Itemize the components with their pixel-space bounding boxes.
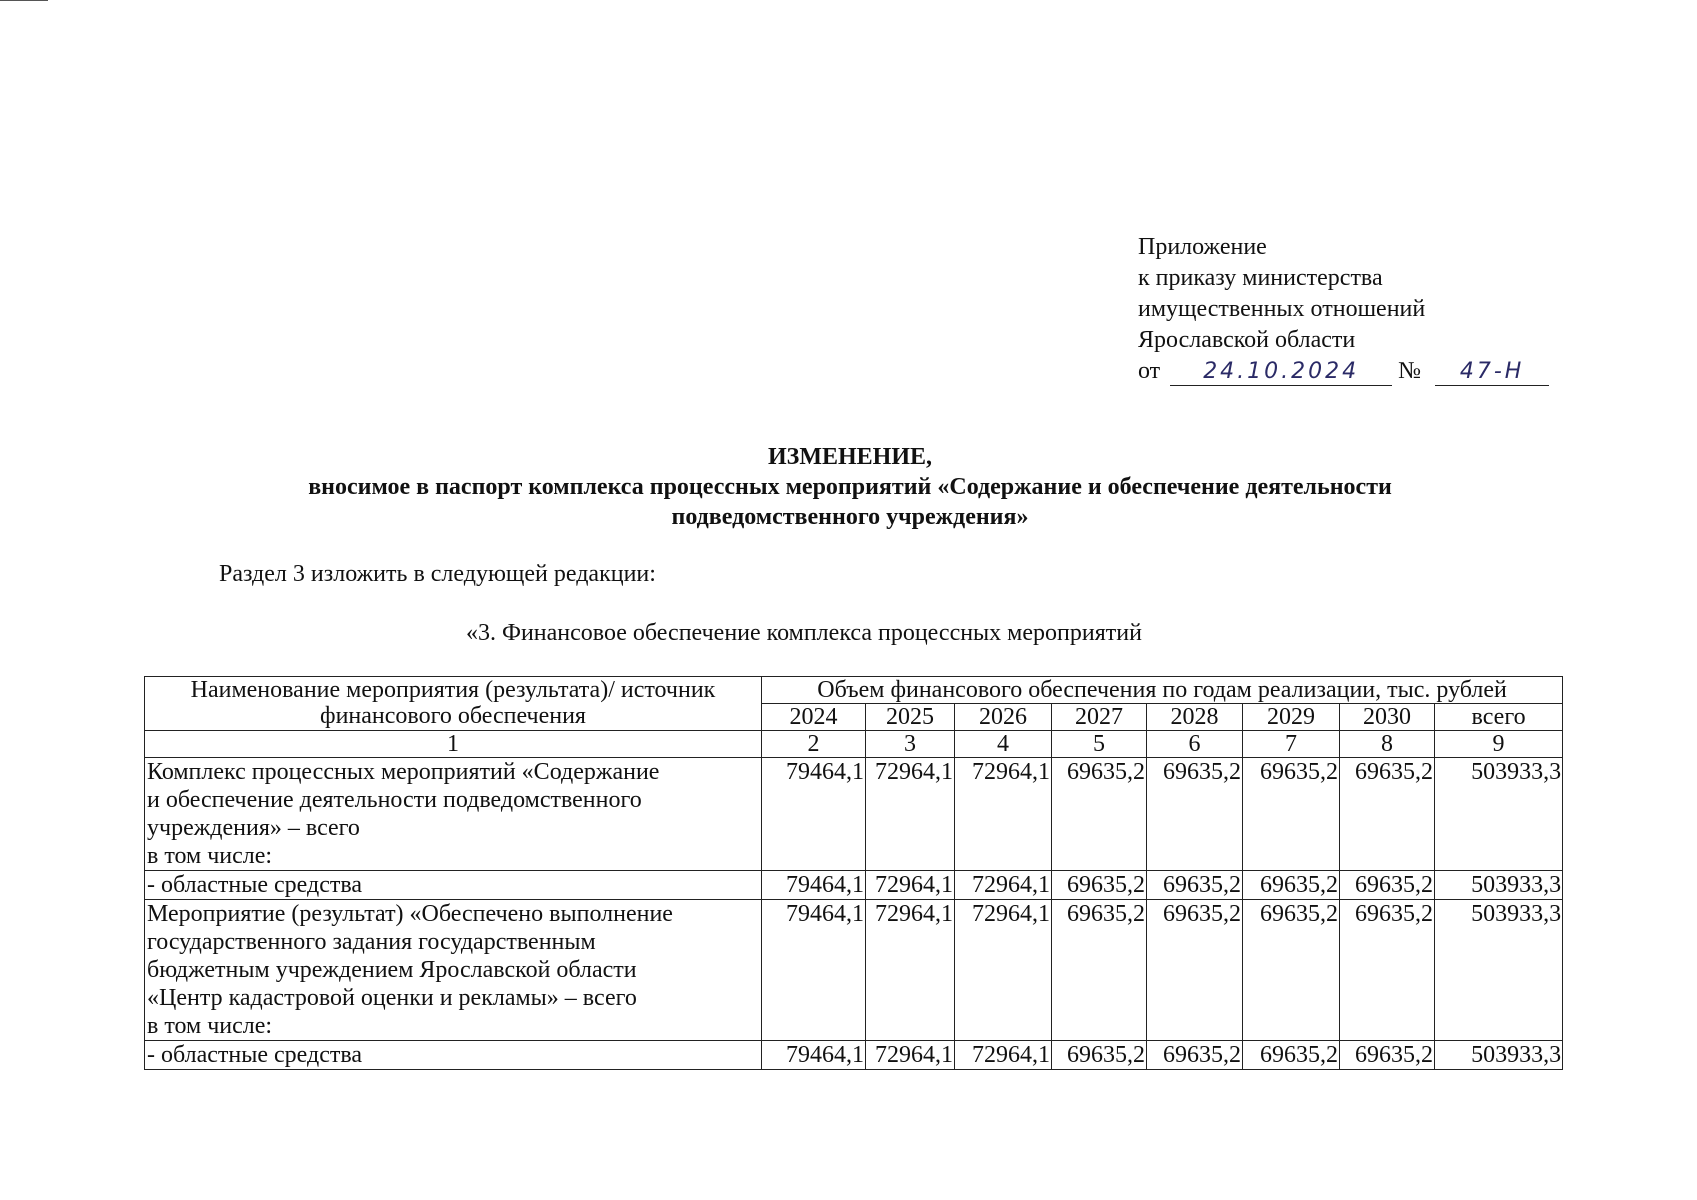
document-title <box>230 442 1470 532</box>
value-cell: 72964,1 <box>955 1041 1052 1070</box>
value-cell: 69635,2 <box>1340 871 1435 900</box>
appendix-block <box>1138 232 1549 387</box>
year-header: 2024 <box>762 704 866 731</box>
row-name-line: в том числе: <box>147 1013 273 1039</box>
value-cell: 72964,1 <box>866 1041 955 1070</box>
row-name <box>145 871 762 900</box>
column-number: 7 <box>1243 731 1340 758</box>
value-cell: 69635,2 <box>1243 871 1340 900</box>
row-name-line: Мероприятие (результат) «Обеспечено выполнение <box>147 901 673 927</box>
row-name-line: - областные средства <box>147 1042 363 1068</box>
scan-edge-mark <box>0 0 48 1</box>
table-header-name: Наименование мероприятия (результата)/ источник финансового обеспечения <box>145 677 762 731</box>
row-name <box>145 758 762 871</box>
value-cell: 69635,2 <box>1052 1041 1147 1070</box>
year-header: 2030 <box>1340 704 1435 731</box>
row-name-line: учреждения» – всего <box>147 815 360 841</box>
value-cell: 79464,1 <box>762 871 866 900</box>
section-heading: «3. Финансовое обеспечение комплекса процессных мероприятий <box>466 620 1142 646</box>
table-header-group: Объем финансового обеспечения по годам реализации, тыс. рублей <box>762 677 1563 704</box>
financing-table <box>144 676 1563 1070</box>
appendix-line: имущественных отношений <box>1138 296 1426 322</box>
table-row <box>145 871 1563 900</box>
value-cell: 79464,1 <box>762 758 866 871</box>
total-cell: 503933,3 <box>1435 871 1563 900</box>
value-cell: 69635,2 <box>1052 900 1147 1041</box>
total-header: всего <box>1435 704 1563 731</box>
row-name-line: в том числе: <box>147 843 273 869</box>
date-prefix: от <box>1138 358 1161 384</box>
total-cell: 503933,3 <box>1435 758 1563 871</box>
value-cell: 69635,2 <box>1340 1041 1435 1070</box>
column-number-row <box>145 731 1563 758</box>
value-cell: 72964,1 <box>866 758 955 871</box>
row-name <box>145 900 762 1041</box>
column-number: 9 <box>1435 731 1563 758</box>
column-number: 5 <box>1052 731 1147 758</box>
row-name-line: «Центр кадастровой оценки и рекламы» – всего <box>147 985 637 1011</box>
value-cell: 79464,1 <box>762 1041 866 1070</box>
row-name-line: Комплекс процессных мероприятий «Содержание <box>147 759 660 785</box>
year-header: 2025 <box>866 704 955 731</box>
value-cell: 69635,2 <box>1052 871 1147 900</box>
appendix-line: Ярославской области <box>1138 327 1356 353</box>
value-cell: 69635,2 <box>1147 871 1243 900</box>
row-name-line: бюджетным учреждением Ярославской области <box>147 957 637 983</box>
column-number: 6 <box>1147 731 1243 758</box>
title-line-2: вносимое в паспорт комплекса процессных мероприятий «Содержание и обеспечение деятельности <box>308 474 1392 500</box>
value-cell: 69635,2 <box>1340 758 1435 871</box>
column-number: 1 <box>145 731 762 758</box>
year-header: 2028 <box>1147 704 1243 731</box>
value-cell: 69635,2 <box>1052 758 1147 871</box>
table-row <box>145 1041 1563 1070</box>
table-row <box>145 758 1563 871</box>
table-row <box>145 900 1563 1041</box>
year-header: 2029 <box>1243 704 1340 731</box>
value-cell: 72964,1 <box>866 900 955 1041</box>
total-cell: 503933,3 <box>1435 1041 1563 1070</box>
value-cell: 69635,2 <box>1340 900 1435 1041</box>
value-cell: 79464,1 <box>762 900 866 1041</box>
total-cell: 503933,3 <box>1435 900 1563 1041</box>
value-cell: 72964,1 <box>955 758 1052 871</box>
row-name <box>145 1041 762 1070</box>
instruction-text: Раздел 3 изложить в следующей редакции: <box>219 561 656 587</box>
year-header: 2027 <box>1052 704 1147 731</box>
value-cell: 72964,1 <box>955 871 1052 900</box>
value-cell: 69635,2 <box>1243 900 1340 1041</box>
value-cell: 69635,2 <box>1147 1041 1243 1070</box>
row-name-line: и обеспечение деятельности подведомственного <box>147 787 642 813</box>
value-cell: 69635,2 <box>1147 900 1243 1041</box>
appendix-date-line <box>1138 356 1549 387</box>
appendix-line: к приказу министерства <box>1138 265 1383 291</box>
column-number: 2 <box>762 731 866 758</box>
title-line-3: подведомственного учреждения» <box>671 504 1029 530</box>
appendix-line: Приложение <box>1138 234 1267 260</box>
row-name-line: государственного задания государственным <box>147 929 596 955</box>
value-cell: 69635,2 <box>1147 758 1243 871</box>
column-number: 3 <box>866 731 955 758</box>
value-cell: 72964,1 <box>955 900 1052 1041</box>
year-header: 2026 <box>955 704 1052 731</box>
handwritten-date: 24.10.2024 <box>1170 359 1392 386</box>
column-number: 8 <box>1340 731 1435 758</box>
number-prefix: № <box>1398 358 1422 384</box>
row-name-line: - областные средства <box>147 872 363 898</box>
column-number: 4 <box>955 731 1052 758</box>
handwritten-number: 47-Н <box>1435 359 1549 386</box>
value-cell: 69635,2 <box>1243 758 1340 871</box>
value-cell: 69635,2 <box>1243 1041 1340 1070</box>
title-line-1: ИЗМЕНЕНИЕ, <box>767 444 932 470</box>
value-cell: 72964,1 <box>866 871 955 900</box>
